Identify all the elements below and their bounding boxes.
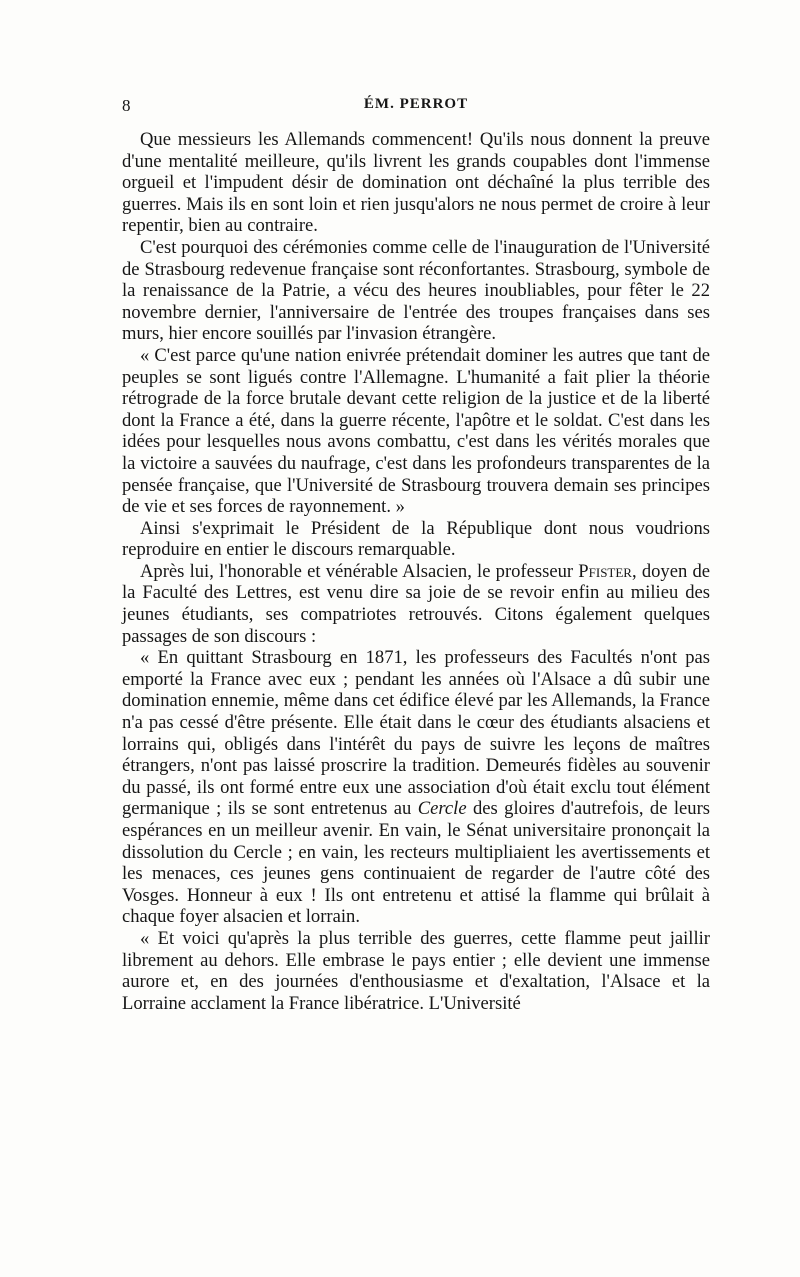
- paragraph-6-quote: [122, 647, 710, 928]
- professor-name: Pfister: [578, 560, 632, 582]
- paragraph-6-after: des gloires d'autrefois, de leurs espérances en un meilleur avenir. En vain, le Sénat universitaire prononçait la dissolution du Cercle ; en vain, les recteurs multipliaient les avertissements et les menaces, ces jeunes gens continuaient de regarder de l'autre côté des Vosges. Honneur à eux ! Ils ont entretenu et attisé la flamme qui brûlait à chaque foyer alsacien et lorrain.: [122, 798, 710, 928]
- paragraph-3-quote: « C'est parce qu'une nation enivrée prétendait dominer les autres que tant de peuples se sont ligués contre l'Allemagne. L'humanité a fait plier la théorie rétrograde de la force brutale devant cette religion de la justice et de la liberté dont la France a été, dans la guerre récente, l'apôtre et le soldat. C'est dans les idées pour lesquelles nous avons combattu, c'est dans les vérités morales que la victoire a sauvées du naufrage, c'est dans les profondeurs transparentes de la pensée française, que l'Université de Strasbourg trouvera demain ses principes de vie et ses forces de rayonnement. »: [122, 344, 710, 518]
- page-header: [122, 96, 710, 120]
- page-number: 8: [122, 96, 131, 115]
- paragraph-7-quote: « Et voici qu'après la plus terrible des guerres, cette flamme peut jaillir librement au dehors. Elle embrase le pays entier ; elle devient une immense aurore et, en des journées d'enthousiasme et d'exaltation, l'Alsace et la Lorraine acclament la France libératrice. L'Université: [122, 927, 710, 1014]
- body-text: [122, 129, 710, 1014]
- paragraph-5-after: , doyen de la Faculté des Lettres, est venu dire sa joie de se revoir enfin au milieu des jeunes étudiants, ses compatriotes retrouvés. Citons également quelques passages de son discours :: [122, 560, 711, 647]
- paragraph-2: C'est pourquoi des cérémonies comme celle de l'inauguration de l'Université de Strasbourg redevenue française sont réconfortantes. Strasbourg, symbole de la renaissance de la Patrie, a vécu des heures inoubliables, pour fêter le 22 novembre dernier, l'anniversaire de l'entrée des troupes françaises dans ses murs, hier encore souillés par l'invasion étrangère.: [122, 236, 710, 345]
- paragraph-4: Ainsi s'exprimait le Président de la République dont nous voudrions reproduire en entier le discours remarquable.: [122, 517, 710, 561]
- paragraph-5: [122, 561, 710, 647]
- paragraph-5-before: Après lui, l'honorable et vénérable Alsacien, le professeur: [140, 560, 579, 582]
- paragraph-1: Que messieurs les Allemands commencent! Qu'ils nous donnent la preuve d'une mentalité meilleure, qu'ils livrent les grands coupables dont l'immense orgueil et l'impudent désir de domination ont déchaîné la plus terrible des guerres. Mais ils en sont loin et rien jusqu'alors ne nous permet de croire à leur repentir, bien au contraire.: [122, 129, 710, 237]
- paragraph-6-before: « En quittant Strasbourg en 1871, les professeurs des Facultés n'ont pas emporté la France avec eux ; pendant les années où l'Alsace a dû subir une domination ennemie, même dans cet édifice élevé par les Allemands, la France n'a pas cessé d'être présente. Elle était dans le cœur des étudiants alsaciens et lorrains qui, obligés dans l'intérêt du pays de suivre les leçons de maîtres étrangers, n'ont pas laissé proscrire la tradition. Demeurés fidèles au souvenir du passé, ils ont formé entre eux une association d'où était exclu tout élément germanique ; ils se sont entretenus au: [122, 647, 710, 820]
- running-head-author: ÉM. PERROT: [363, 96, 469, 112]
- cercle-italic: Cercle: [417, 798, 467, 820]
